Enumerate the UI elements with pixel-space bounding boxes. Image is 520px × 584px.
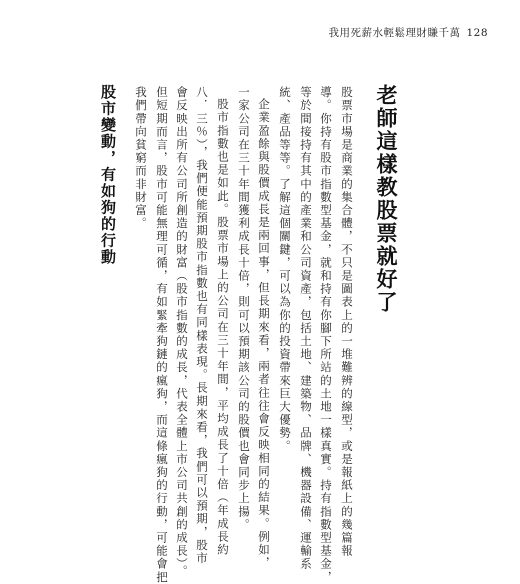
body-line: 一家公司在三十年間獲利成長十倍，則可以預期該公司的股價也會同步上揚。 (237, 86, 251, 532)
book-title: 我用死薪水輕鬆理財賺千萬 (328, 27, 461, 39)
body-line: 統、產品等等。了解這個關鍵，可以為你的投資帶來巨大優勢。 (278, 86, 292, 453)
subheading: 股市變動，有如狗的行動 (99, 84, 117, 266)
body-line: 股市指數也是如此。股票市場上的公司在三十年間，平均成長了十倍（年成長約 (216, 98, 230, 557)
page-number: 128 (466, 27, 488, 39)
section-heading: 老師這樣教股票就好了 (374, 84, 399, 314)
body-line: 等於間接持有其中的產業和公司資產，包括土地、建築物、品牌、機器設備、運輸系 (299, 86, 313, 571)
body-line: 我們帶向貧窮而非財富。 (134, 86, 148, 231)
running-head (328, 25, 488, 40)
body-line: 企業盈餘與股價成長是兩回事，但長期來看，兩者往往會反映相同的結果。例如， (257, 98, 271, 570)
body-line: 會反映出所有公司所創造的財富（股市指數的成長，代表全體上市公司共創的成長）。 (175, 86, 189, 579)
body-line: 導。你持有股市指數型基金，就和持有你腳下所站的土地一樣真實。持有指數型基金， (319, 86, 333, 584)
body-line: 股票市場是商業的集合體，不只是圖表上的一堆難辨的線型，或是報紙上的幾篇報 (340, 86, 354, 558)
body-line: 但短期而言，股市可能無理可循，有如緊牽狗鏈的瘋狗，而這條瘋狗的行動，可能會把 (155, 86, 169, 584)
body-line: 八．三％），我們便能預期股市指數也有同樣表現。長期來看，我們可以預期，股市 (195, 86, 209, 565)
